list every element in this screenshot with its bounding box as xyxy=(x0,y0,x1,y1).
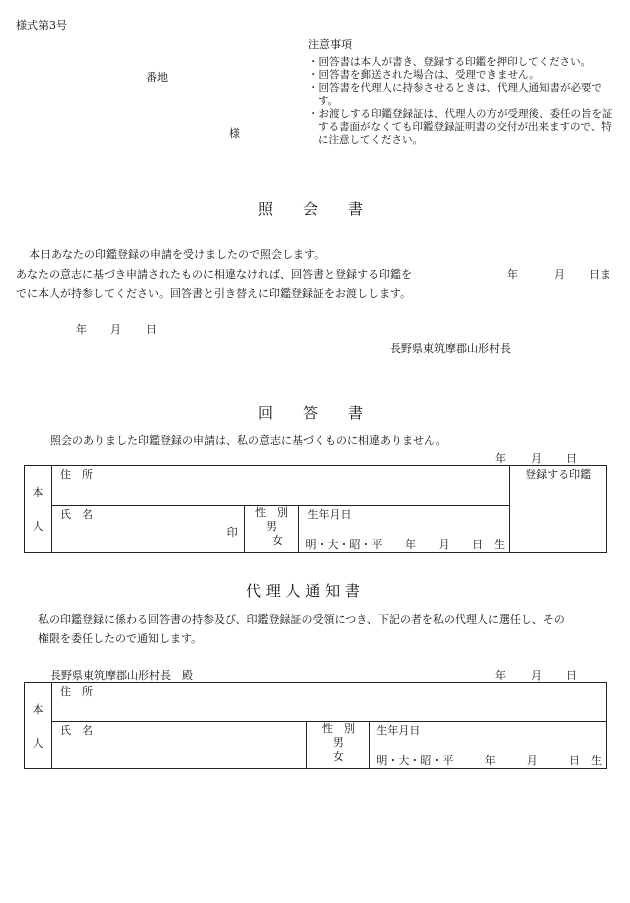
proxy-address-label: 住 所 xyxy=(59,685,93,698)
form-number: 様式第3号 xyxy=(16,19,67,32)
address-label: 番地 xyxy=(146,71,168,84)
sama-label: 様 xyxy=(229,127,240,140)
inquiry-title: 照 会 書 xyxy=(258,200,364,218)
inquiry-month: 月 xyxy=(110,323,121,336)
inquiry-line1: 本日あなたの印鑑登録の申請を受けましたので照会します。 xyxy=(29,248,326,261)
proxy-title: 代 理 人 通 知 書 xyxy=(246,582,360,600)
note-item: ・回答書を代理人に持参させるときは、代理人通知書が必要です。 xyxy=(308,82,602,107)
proxy-statement2: 権限を委任したので通知します。 xyxy=(38,632,203,645)
reply-address-label: 住 所 xyxy=(59,468,93,481)
reply-birth-field[interactable] xyxy=(299,506,510,553)
reply-name-field[interactable] xyxy=(51,506,244,553)
proxy-gender-male[interactable]: 男 xyxy=(332,736,344,749)
inquiry-year: 年 xyxy=(76,323,87,336)
honnin-char: 人 xyxy=(32,520,44,533)
honnin-char: 本 xyxy=(32,702,44,716)
proxy-table xyxy=(24,682,607,769)
reply-gender-female[interactable]: 女 xyxy=(272,534,284,547)
proxy-year: 年 xyxy=(495,669,506,682)
note-item: ・回答書を郵送された場合は、受理できません。 xyxy=(308,69,540,81)
reply-title: 回 答 書 xyxy=(258,404,364,422)
inquiry-date-year: 年 xyxy=(507,268,518,281)
reply-birth-row xyxy=(305,536,505,552)
proxy-birth-year: 年 xyxy=(484,754,496,767)
reply-birth-day: 日 生 xyxy=(472,538,506,551)
inquiry-line3: でに本人が持参してください。回答書と引き替えに印鑑登録証をお渡しします。 xyxy=(16,287,412,300)
proxy-name-field[interactable] xyxy=(51,722,306,769)
honnin-cell xyxy=(25,466,52,553)
proxy-birth-day: 日 生 xyxy=(569,754,602,767)
inquiry-date-day: 日ま xyxy=(589,268,611,281)
reply-birth-label: 生年月日 xyxy=(307,508,352,521)
proxy-birth-label: 生年月日 xyxy=(376,724,421,737)
honnin-char: 人 xyxy=(32,736,44,750)
reply-name-label: 氏 名 xyxy=(59,508,93,521)
inquiry-day: 日 xyxy=(146,323,157,336)
notes-list xyxy=(308,56,613,147)
proxy-birth-field[interactable] xyxy=(370,722,607,769)
reply-birth-month: 月 xyxy=(438,538,450,551)
seal-mark: 印 xyxy=(226,526,238,539)
proxy-gender-label: 性 別 xyxy=(321,722,355,735)
reply-day: 日 xyxy=(566,452,577,465)
reply-birth-year: 年 xyxy=(405,538,417,551)
proxy-name-label: 氏 名 xyxy=(59,724,93,737)
proxy-gender-female[interactable]: 女 xyxy=(332,750,344,763)
proxy-gender-field[interactable] xyxy=(307,722,370,769)
note-item: ・お渡しする印鑑登録証は、代理人の方が受理後、委任の旨を証する書面がなくても印鑑登録証明書の交付が出来ますので、特に注意してください。 xyxy=(308,108,613,146)
reply-eras[interactable]: 明・大・昭・平 xyxy=(305,538,383,551)
inquiry-date-month: 月 xyxy=(554,268,565,281)
honnin-char: 本 xyxy=(32,486,44,499)
proxy-honnin-cell xyxy=(25,683,52,769)
reply-month: 月 xyxy=(531,452,542,465)
proxy-addressee: 長野県東筑摩郡山形村長 殿 xyxy=(50,669,193,682)
reply-gender-field[interactable] xyxy=(244,506,299,553)
proxy-statement1: 私の印鑑登録に係わる回答書の持参及び、印鑑登録証の受領につき、下記の者を私の代理人に選任し、その xyxy=(38,613,565,626)
inquiry-line2: あなたの意志に基づき申請されたものに相違なければ、回答書と登録する印鑑を xyxy=(16,268,412,281)
proxy-eras[interactable]: 明・大・昭・平 xyxy=(376,754,454,767)
reply-gender-label: 性 別 xyxy=(255,506,289,519)
notes-heading: 注意事項 xyxy=(308,38,352,51)
reply-statement: 照会のありました印鑑登録の申請は、私の意志に基づくものに相違ありません。 xyxy=(50,434,447,447)
proxy-month: 月 xyxy=(531,669,542,682)
proxy-birth-row xyxy=(376,752,602,768)
note-item: ・回答書は本人が書き、登録する印鑑を押印してください。 xyxy=(308,56,592,68)
proxy-day: 日 xyxy=(566,669,577,682)
reply-gender-male[interactable]: 男 xyxy=(266,520,278,533)
proxy-address-field[interactable] xyxy=(51,683,606,722)
reply-year: 年 xyxy=(495,452,506,465)
register-seal-box[interactable] xyxy=(510,466,607,553)
register-seal-label: 登録する印鑑 xyxy=(525,468,592,481)
reply-address-field[interactable] xyxy=(51,466,509,506)
proxy-birth-month: 月 xyxy=(526,754,538,767)
reply-table xyxy=(24,465,607,553)
issuer-name: 長野県東筑摩郡山形村長 xyxy=(390,342,511,355)
